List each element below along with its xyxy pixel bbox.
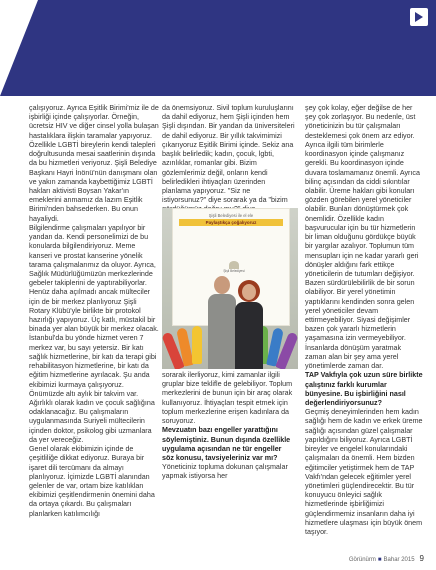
column-2 [162,104,295,215]
page-number: 9 [419,554,424,563]
banner-wedge [0,0,38,96]
person-woman-head [242,284,256,300]
footer-magazine: Görünürm [348,557,376,563]
footer-issue: Bahar 2015 [383,557,415,563]
person-man-body [208,294,236,369]
col3-answer: Geçmiş deneyimlerinden hem kadın sağlığı hem de kadın ve erkek üreme sağlığı açısından güzel çalışmalar yapıldığını biliyoruz. Ayrıca LGBTİ bireyler ve engelel konularındaki çalışmaları da önemli. Hem bizden eğitimciler yetiştirmek hem de TAP Vakfı'ndan gelecek eğitimler yerel yönetimleri güçlendirecektir. Bu tür konuyucu önleyici sağlık hizmetlerinde işbirliğimizi güçlendirmemiz insanların daha iyi hizmetlere ulaşması için büyük önem taşıyor. [305,408,423,537]
banner-brand: Şişli Belediyesi [223,269,245,273]
page-footer [349,554,424,563]
column-2-lower [162,371,295,482]
top-banner [0,0,436,96]
magazine-logo-icon [410,8,428,26]
col1-paragraph-3: Genel olarak ekibimizin içinde de çeşitliliğe dikkat ediyoruz. Buraya bir işaret dili tercümanı da almayı planlıyoruz. İçimizde LGBTİ alanından gelenler de var, ortam bize katılıklan ekibimizi çeşitlendirmenin önemini daha da ortaya çıkardı. Bu çalışmaları planlarken katılımcılığı [29,445,155,518]
colored-hand-yellow [192,326,202,364]
col3-question: TAP Vakfıyla çok uzun süre birlikte çalıştınız farklı kurumlar bünyesine. Bu işbirliğini nasıl değerlendiriyorsunuz? [305,371,423,407]
municipality-logo-icon [229,261,239,269]
person-woman [234,280,264,369]
col2-question: Mevzuatın bazı engeller yarattığını söylemiştiniz. Bunun dışında özellikle uygulama açısından ne tür engeller söz konusu, tavsiyeleriniz var mı? [162,426,291,462]
event-photo [162,208,298,369]
person-woman-body [235,302,263,369]
col2-paragraph-2: sorarak ilerliyoruz, kimi zamanlar ilgili gruplar bize teklifle de gelebiliyor. Toplum merkezlerini de bunun için bir araç olarak kullanıyoruz. İhtiyaçları tespit etmek için toplum merkezlerine erişen kadınlara da soruyoruz. [162,371,293,426]
col2-answer: Yöneticiniz topluma dokunan çalışmalar yapmak istiyorsa her [162,463,288,481]
col2-paragraph-1: da önemsiyoruz. Sivil toplum kuruluşlarını da dahil ediyoruz, hem Şişli içinden hem Şişli dışından. Bir yandan da üniversiteleri de dahil ediyoruz. Bir yıllık takvimimizi çıkarıyoruz Eşitlik Birimi içinde. Sekiz ana başlık belirledik; kadın, çocuk, lgbti, azınlıklar, romanlar gibi. Bizim gözlemlerimiz değil, onların kendi belirledikleri ihtiyaçları üzerinden planlama yapıyoruz. "Siz ne istiyorsunuz?" diye sorarak ya da "bizim [162,104,295,205]
footer-separator-icon: ■ [377,557,382,563]
banner-top-text: Şişli Belediyesi ile el ele [208,213,254,218]
col3-paragraph-1: şey çok kolay, eğer değilse de her şey çok zorlaşıyor. Bu nedenle, üst yöneticinizin bu tür çalışmaları desteklemesi çok önem arz ediyor. Ayrıca ilgili tüm birimlerle koordinasyon içinde çalışmanız gerekli. Bu koordinasyon içinde duvara toslamamanız önemli. Ayrıca bilinç açısından da ciddi sıkıntılar olabilir. Üreme hakları gibi konuları gözden görebilen yerel yöneticiler olabilir. Bunları dönüştürmek çok önemlidir. Özellikle kadın başvurucular için bu tür hizmetlerin bir liman olduğunu gördükçe büyük bir yargılar azalıyor. Toplumun tüm mensupları için ne kadar yararlı geri dönüşler aldığını fark ettikçe yöneticilerin de tutumları değişiyor. Bazen sürdürülebilirlik de bir sorun olabiliyor. Bir yerel yönetimin yaptıklarını kendinden sonra gelen yerel yöneticiler devam ettirmeyebiliyor. Siyasi değişimler bazen çok yararlı hizmetlerin yaşamasına izin vermeyebiliyor. İnsanlarda dönüşüm yaratmak zaman alan bir şey ama yerel yönetimlerde zaman dar. [305,104,420,371]
column-3 [305,104,423,537]
col1-paragraph-2: Bilgilendirme çalışmaları yapılıyor bir yandan da. Kendi personelimizi de bu konularda bilgilendiriyoruz. Meme kanseri ve prostat kanserine yönelik tarama çalışmalarımız da oluyor. Ayrıca, Sağlık Müdürlüğümüzün merkezlerinde gebeler takiplerini de yaptırabiliyorlar. Henüz daha açılmadı ancak mülteciler için de bir merkez planlıyoruz Şişli Rotary Klübü'yle birlikte bir protokol hazırlığı yapıyoruz. Üç katlı, müstakil bir binada yer alan büyük bir merkez olacak. İstanbul'da bu yönde hizmet veren 7 merkez var, bu sayı yetersiz. Bir katı sağlık hizmetlerine, bir katı da terapi gibi rehabilitasyon hizmetlerine, bir katı da eğitim hizmetlerine ayrılacak. Şu anda ekibimizi kurmaya çalışıyoruz. Önümüzde altı aylık bir takvim var. Ağırlıklı olarak kadın ve çocuk sağlığına odaklanacağız. Bu çalışmaların uygulanmasında Suriyeli mültecilerin içinden doktor, psikolog gibi uzmanlara da yer vereceğiz. [29,223,159,444]
person-man-head [214,276,230,294]
col1-paragraph-1: çalışıyoruz. Ayrıca Eşitlik Birimi'miz ile de işbirliği içinde çalışıyorlar. Örneğin, ücretsiz HIV ve diğer cinsel yolla bulaşan hastalıklara ilişkin taramalar yapıyoruz. Özellikle LGBTİ bireylerin kendi talepleri doğrultusunda mesai saatlerinin dışında da bu hizmetleri veriyoruz. Şişli Belediye Başkanı Hayri İnönü'nün danışmanı olan ve yakın zamanda kaybettiğimiz LGBTİ hakları aktivisti Boysan Yakar'ın emeklerini anmamız da lazım Eşitlik Birimi'nden bahsederken. Bu onun hayaliydi. [29,104,159,223]
banner-slogan: Paylaştıkça çoğalıyoruz [179,219,283,226]
column-1 [29,104,159,519]
